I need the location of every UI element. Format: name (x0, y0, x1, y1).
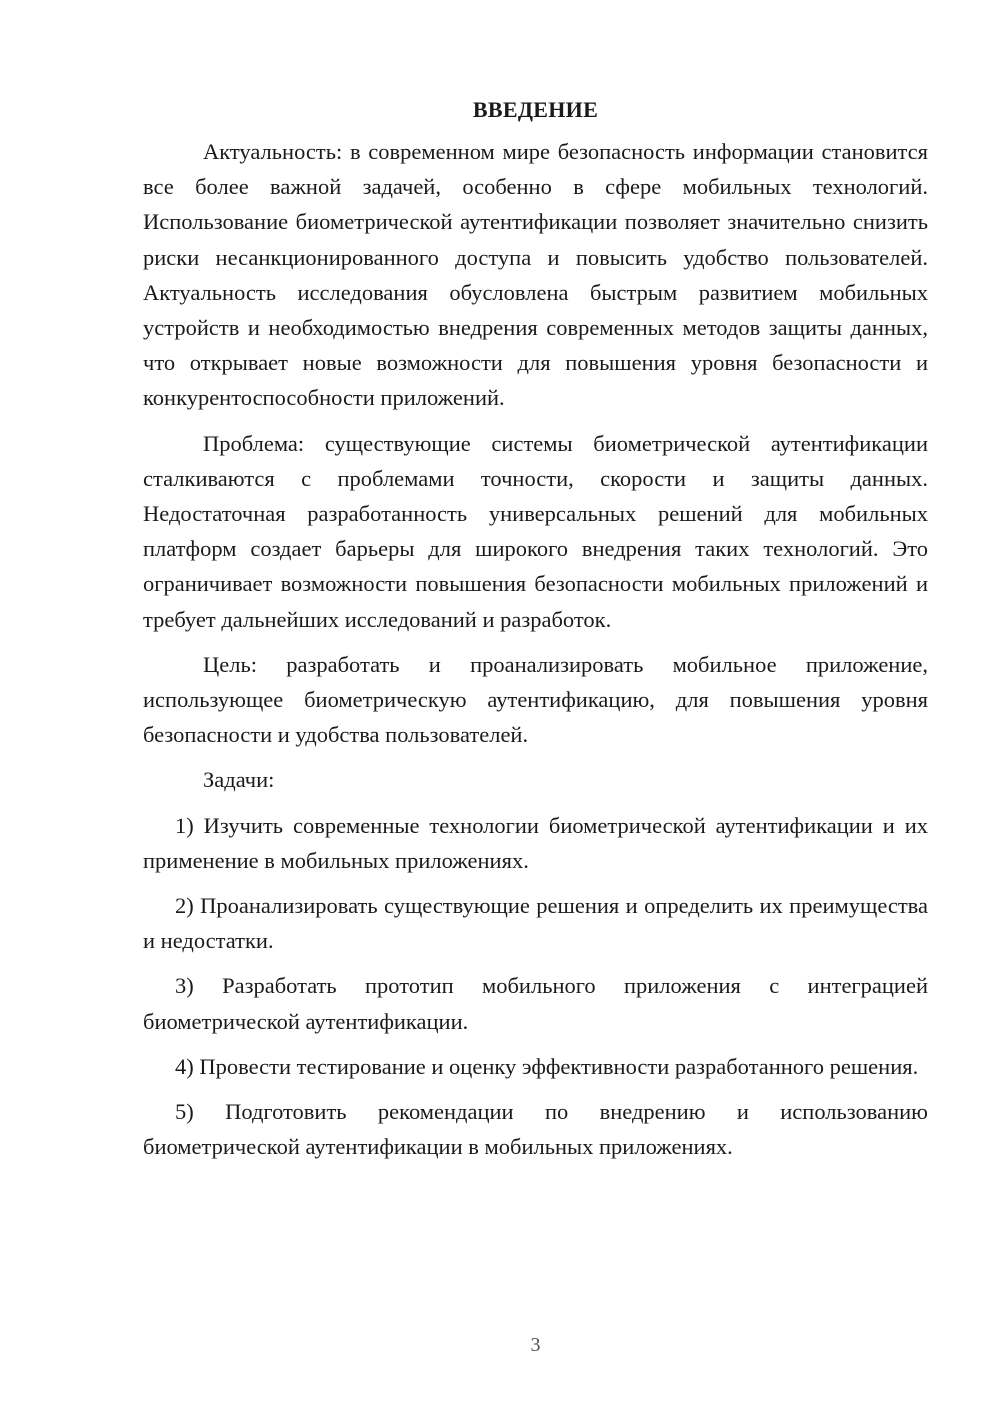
page-number: 3 (530, 1334, 541, 1356)
task-item-1: 1) Изучить современные технологии биометрической аутентификации и их применение в мобильных приложениях. (143, 812, 928, 873)
task-item-5: 5) Подготовить рекомендации по внедрению и использованию биометрической аутентификации в мобильных приложениях. (143, 1099, 928, 1160)
document-page (143, 94, 928, 1174)
tasks-list (143, 808, 928, 1165)
page-title: ВВЕДЕНИЕ (472, 97, 599, 122)
goal-paragraph: Цель: разработать и проанализировать мобильное приложение, использующее биометрическую аутентификацию, для повышения уровня безопасности и удобства пользователей. (143, 651, 928, 748)
task-item-4: 4) Провести тестирование и оценку эффективности разработанного решения. (175, 1053, 919, 1079)
task-item-2: 2) Проанализировать существующие решения и определить их преимущества и недостатки. (143, 893, 928, 954)
problem-paragraph: Проблема: существующие системы биометрической аутентификации сталкиваются с проблемами точности, скорости и защиты данных. Недостаточная разработанность универсальных решений для мобильных платформ создает барьеры для широкого внедрения таких технологий. Это ограничивает возможности повышения безопасности мобильных приложений и требует дальнейших исследований и разработок. (143, 430, 928, 632)
tasks-heading: Задачи: (203, 767, 275, 793)
task-item-3: 3) Разработать прототип мобильного приложения с интеграцией биометрической аутентификации. (143, 973, 928, 1034)
relevance-paragraph: Актуальность: в современном мире безопасность информации становится все более важной задачей, особенно в сфере мобильных технологий. Использование биометрической аутентификации позволяет значительно снизить риски несанкционированного доступа и повысить удобство пользователей. Актуальность исследования обусловлена быстрым развитием мобильных устройств и необходимостью внедрения современных методов защиты данных, что открывает новые возможности для повышения уровня безопасности и конкурентоспособности приложений. (143, 139, 928, 411)
